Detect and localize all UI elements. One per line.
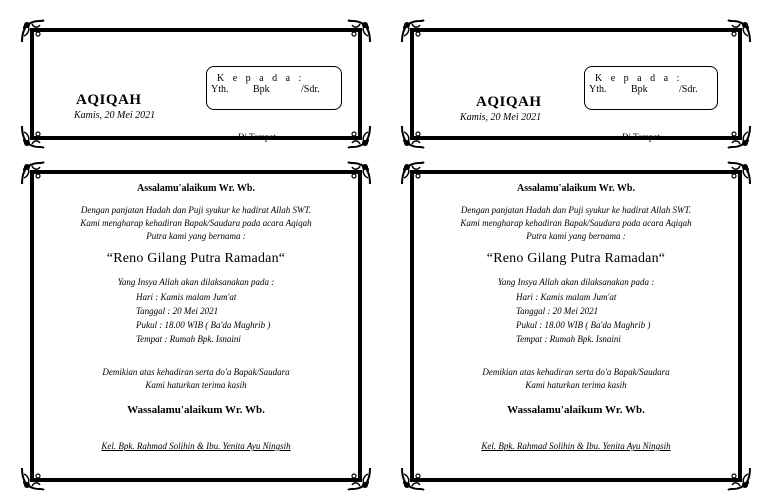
- envelope-date: Kamis, 20 Mei 2021: [74, 110, 156, 121]
- detail-pukul: Pukul : 18.00 WIB ( Ba'da Maghrib ): [516, 320, 651, 330]
- di-tempat: Di Tempat: [622, 132, 660, 142]
- intro-line: Kami mengharap kehadiran Bapak/Saudara pada acara Aqiqah: [460, 218, 692, 228]
- intro-line: Dengan panjatan Hadah dan Puji syukur ke hadirat Allah SWT.: [80, 205, 312, 215]
- detail-tempat: Tempat : Rumah Bpk. Isnaini: [136, 334, 241, 344]
- closing-line: Demikian atas kehadiran serta do'a Bapak/Saudara: [102, 367, 290, 377]
- closing-line: Kami haturkan terima kasih: [525, 380, 627, 390]
- ornament-corner-icon: [18, 464, 48, 494]
- envelope-title: AQIQAH: [76, 92, 142, 108]
- detail-pukul: Pukul : 18.00 WIB ( Ba'da Maghrib ): [136, 320, 271, 330]
- di-tempat: Di Tempat: [238, 132, 276, 142]
- envelope-left: [30, 28, 362, 140]
- recipient-sdr: /Sdr.: [301, 84, 320, 95]
- detail-tempat: Tempat : Rumah Bpk. Isnaini: [516, 334, 621, 344]
- greeting: Assalamu'alaikum Wr. Wb.: [136, 183, 255, 194]
- family-name: Kel. Bpk. Rahmad Solihin & Ibu. Yenita Ayu Ningsih: [481, 441, 671, 451]
- ornament-corner-icon: [344, 16, 374, 46]
- ornament-corner-icon: [344, 464, 374, 494]
- recipient-box: [584, 66, 718, 110]
- ornament-corner-icon: [398, 16, 428, 46]
- farewell: Wassalamu'alaikum Wr. Wb.: [127, 404, 265, 416]
- intro-line: Putra kami yang bernama :: [146, 231, 246, 241]
- envelope-date: Kamis, 20 Mei 2021: [460, 112, 542, 123]
- recipient-label: K e p a d a :: [595, 73, 683, 84]
- recipient-bpk: Bpk: [253, 84, 270, 95]
- child-name: “Reno Gilang Putra Ramadan“: [106, 251, 286, 266]
- ornament-corner-icon: [344, 122, 374, 152]
- recipient-sdr: /Sdr.: [679, 84, 698, 95]
- intro-line: Dengan panjatan Hadah dan Puji syukur ke hadirat Allah SWT.: [460, 205, 692, 215]
- recipient-yth: Yth.: [211, 84, 229, 95]
- family-wrap: [30, 440, 362, 453]
- recipient-bpk: Bpk: [631, 84, 648, 95]
- ornament-corner-icon: [398, 464, 428, 494]
- detail-tanggal: Tanggal : 20 Mei 2021: [516, 306, 599, 316]
- detail-hari: Hari : Kamis malam Jum'at: [516, 292, 617, 302]
- intro-line: Kami mengharap kehadiran Bapak/Saudara pada acara Aqiqah: [80, 218, 312, 228]
- envelope-right: [410, 28, 742, 140]
- family-name: Kel. Bpk. Rahmad Solihin & Ibu. Yenita Ayu Ningsih: [101, 441, 291, 451]
- intro-line: Putra kami yang bernama :: [526, 231, 626, 241]
- detail-tanggal: Tanggal : 20 Mei 2021: [136, 306, 219, 316]
- ornament-corner-icon: [724, 122, 754, 152]
- farewell: Wassalamu'alaikum Wr. Wb.: [507, 404, 645, 416]
- detail-hari: Hari : Kamis malam Jum'at: [136, 292, 237, 302]
- ornament-corner-icon: [398, 122, 428, 152]
- invitation-left: [30, 170, 362, 482]
- ornament-corner-icon: [18, 122, 48, 152]
- closing-line: Demikian atas kehadiran serta do'a Bapak/Saudara: [482, 367, 670, 377]
- child-name: “Reno Gilang Putra Ramadan“: [486, 251, 666, 266]
- schedule-intro: Yang Insya Allah akan dilaksanakan pada :: [117, 277, 275, 287]
- ornament-corner-icon: [724, 16, 754, 46]
- ornament-corner-icon: [18, 16, 48, 46]
- greeting: Assalamu'alaikum Wr. Wb.: [516, 183, 635, 194]
- closing-line: Kami haturkan terima kasih: [145, 380, 247, 390]
- invitation-right: [410, 170, 742, 482]
- recipient-label: K e p a d a :: [217, 73, 305, 84]
- family-wrap: [410, 440, 742, 453]
- ornament-corner-icon: [724, 464, 754, 494]
- schedule-intro: Yang Insya Allah akan dilaksanakan pada :: [497, 277, 655, 287]
- recipient-box: [206, 66, 342, 110]
- envelope-title: AQIQAH: [476, 94, 542, 110]
- recipient-yth: Yth.: [589, 84, 607, 95]
